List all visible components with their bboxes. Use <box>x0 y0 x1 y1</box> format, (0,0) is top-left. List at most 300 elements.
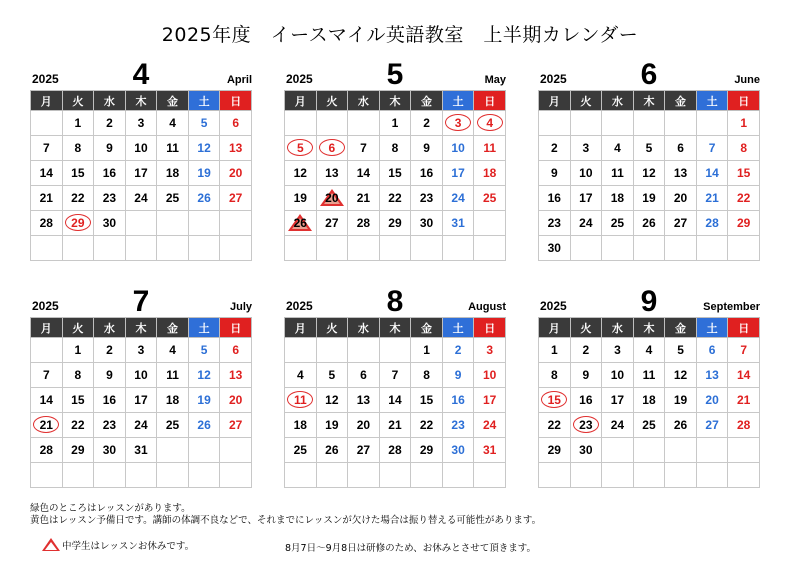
weekday-header: 日 <box>474 318 506 338</box>
day-cell <box>570 388 602 413</box>
day-cell <box>62 438 94 463</box>
day-cell <box>539 136 571 161</box>
day-cell <box>570 111 602 136</box>
day-cell <box>125 463 157 488</box>
day-cell <box>633 463 665 488</box>
day-cell <box>474 388 506 413</box>
day-cell <box>728 388 760 413</box>
day-cell <box>285 438 317 463</box>
day-cell <box>411 186 443 211</box>
day-number: 2 <box>423 116 430 130</box>
day-cell <box>728 438 760 463</box>
month-calendar <box>284 58 506 261</box>
day-cell <box>348 136 380 161</box>
day-number: 3 <box>454 116 462 130</box>
day-number: 27 <box>325 216 339 230</box>
weekday-header: 水 <box>348 318 380 338</box>
weekday-header-row <box>285 318 506 338</box>
day-number: 4 <box>486 116 494 130</box>
day-cell <box>539 438 571 463</box>
day-number: 2 <box>454 343 462 357</box>
day-cell <box>188 186 220 211</box>
day-cell <box>442 463 474 488</box>
day-cell <box>157 363 189 388</box>
day-cell <box>442 413 474 438</box>
day-number: 4 <box>645 343 653 357</box>
day-number: 11 <box>611 166 624 180</box>
day-cell <box>220 236 252 261</box>
weekday-header: 日 <box>220 318 252 338</box>
week-row <box>539 338 760 363</box>
month-calendar <box>30 58 252 261</box>
day-number: 14 <box>705 166 719 180</box>
day-cell <box>728 363 760 388</box>
day-number: 4 <box>614 141 621 155</box>
weekday-header: 火 <box>570 318 602 338</box>
day-cell <box>665 161 697 186</box>
day-cell <box>62 338 94 363</box>
day-cell <box>188 363 220 388</box>
day-cell <box>316 438 348 463</box>
week-row <box>539 161 760 186</box>
day-cell <box>570 136 602 161</box>
day-cell <box>125 388 157 413</box>
day-cell <box>602 211 634 236</box>
day-number: 20 <box>705 393 719 407</box>
day-number: 3 <box>137 343 145 357</box>
day-cell <box>728 338 760 363</box>
day-number: 6 <box>328 141 336 155</box>
day-cell <box>474 186 506 211</box>
calendar-grid <box>538 317 760 488</box>
day-cell <box>696 438 728 463</box>
day-cell <box>285 413 317 438</box>
day-cell <box>602 363 634 388</box>
day-cell <box>633 186 665 211</box>
day-number: 12 <box>673 368 688 382</box>
weekday-header: 木 <box>125 91 157 111</box>
day-number: 10 <box>451 141 465 155</box>
day-cell <box>442 438 474 463</box>
weekday-header: 日 <box>728 91 760 111</box>
day-cell <box>379 463 411 488</box>
day-cell <box>125 111 157 136</box>
day-number: 17 <box>579 191 593 205</box>
day-cell <box>157 413 189 438</box>
day-cell <box>94 186 126 211</box>
day-number: 25 <box>483 191 497 205</box>
day-cell <box>411 438 443 463</box>
day-cell <box>348 338 380 363</box>
week-row <box>285 338 506 363</box>
month-year: 2025 <box>32 299 59 313</box>
day-cell <box>188 161 220 186</box>
day-number: 9 <box>454 368 462 382</box>
legend-junior-high <box>42 538 194 552</box>
day-number: 16 <box>419 166 434 180</box>
day-cell <box>665 388 697 413</box>
day-number: 29 <box>71 216 85 230</box>
day-cell <box>125 136 157 161</box>
month-name: August <box>468 301 506 313</box>
weekday-header-row <box>539 318 760 338</box>
week-row <box>285 186 506 211</box>
day-number: 23 <box>102 191 117 205</box>
day-cell <box>379 338 411 363</box>
weekday-header: 月 <box>31 91 63 111</box>
weekday-header: 土 <box>696 91 728 111</box>
day-number: 8 <box>391 141 399 155</box>
weekday-header: 火 <box>570 91 602 111</box>
day-number: 3 <box>614 343 621 357</box>
day-cell <box>348 388 380 413</box>
calendar-grid <box>30 90 252 261</box>
day-cell <box>411 211 443 236</box>
day-cell <box>633 338 665 363</box>
day-cell <box>31 388 63 413</box>
day-number: 1 <box>550 343 558 357</box>
day-number: 5 <box>645 141 653 155</box>
day-cell <box>379 236 411 261</box>
day-cell <box>728 136 760 161</box>
day-cell <box>220 186 252 211</box>
weekday-header: 水 <box>94 91 126 111</box>
day-number: 21 <box>388 418 402 432</box>
weekday-header-row <box>31 91 252 111</box>
weekday-header: 日 <box>728 318 760 338</box>
day-cell <box>157 388 189 413</box>
month-header <box>30 58 252 90</box>
day-cell <box>665 338 697 363</box>
day-cell <box>220 161 252 186</box>
day-number: 20 <box>356 418 371 432</box>
day-number: 4 <box>169 116 176 130</box>
day-number: 22 <box>388 191 402 205</box>
day-number: 19 <box>642 191 656 205</box>
week-row <box>539 186 760 211</box>
day-cell <box>379 413 411 438</box>
day-cell <box>665 236 697 261</box>
weekday-header: 土 <box>696 318 728 338</box>
day-cell <box>188 211 220 236</box>
weekday-header-row <box>31 318 252 338</box>
day-number: 12 <box>293 166 307 180</box>
day-cell <box>285 363 317 388</box>
day-number: 10 <box>134 141 148 155</box>
day-cell <box>696 388 728 413</box>
week-row <box>31 161 252 186</box>
weekday-header: 水 <box>602 318 634 338</box>
day-number: 10 <box>134 368 148 382</box>
week-row <box>31 111 252 136</box>
day-number: 30 <box>102 443 117 457</box>
day-cell <box>316 111 348 136</box>
day-cell <box>633 236 665 261</box>
day-cell <box>539 111 571 136</box>
day-number: 5 <box>677 343 684 357</box>
day-number: 13 <box>673 166 688 180</box>
week-row <box>285 463 506 488</box>
day-number: 18 <box>165 166 180 180</box>
day-number: 24 <box>483 418 497 432</box>
day-number: 28 <box>388 443 402 457</box>
month-calendar <box>538 58 760 261</box>
day-number: 23 <box>102 418 117 432</box>
day-cell <box>285 338 317 363</box>
day-cell <box>316 186 348 211</box>
day-number: 6 <box>232 343 240 357</box>
day-number: 30 <box>419 216 434 230</box>
day-cell <box>125 338 157 363</box>
day-cell <box>696 363 728 388</box>
day-number: 23 <box>547 216 561 230</box>
day-cell <box>94 413 126 438</box>
day-cell <box>539 211 571 236</box>
page-title: 2025年度 イースマイル英語教室 上半期カレンダー <box>161 24 639 46</box>
week-row <box>285 136 506 161</box>
day-cell <box>474 413 506 438</box>
week-row <box>285 211 506 236</box>
weekday-header: 木 <box>125 318 157 338</box>
day-cell <box>411 388 443 413</box>
month-header <box>538 285 760 317</box>
week-row <box>539 111 760 136</box>
day-cell <box>696 111 728 136</box>
week-row <box>31 438 252 463</box>
day-cell <box>379 211 411 236</box>
day-number: 14 <box>39 166 53 180</box>
day-cell <box>411 161 443 186</box>
day-cell <box>125 236 157 261</box>
week-row <box>285 111 506 136</box>
day-number: 3 <box>582 141 590 155</box>
month-number: 4 <box>132 58 150 91</box>
day-number: 17 <box>483 393 497 407</box>
day-cell <box>379 438 411 463</box>
day-cell <box>696 463 728 488</box>
day-number: 18 <box>165 393 180 407</box>
day-cell <box>157 211 189 236</box>
day-cell <box>157 463 189 488</box>
day-cell <box>316 363 348 388</box>
day-cell <box>474 161 506 186</box>
day-cell <box>220 413 252 438</box>
day-number: 28 <box>705 216 719 230</box>
day-number: 29 <box>547 443 561 457</box>
day-cell <box>348 438 380 463</box>
weekday-header: 水 <box>348 91 380 111</box>
day-cell <box>696 413 728 438</box>
day-number: 26 <box>197 418 211 432</box>
day-number: 19 <box>293 191 307 205</box>
day-cell <box>665 438 697 463</box>
day-cell <box>188 413 220 438</box>
day-number: 3 <box>137 116 145 130</box>
day-number: 28 <box>356 216 371 230</box>
day-cell <box>348 413 380 438</box>
day-cell <box>665 413 697 438</box>
month-number: 6 <box>640 58 658 91</box>
day-cell <box>442 211 474 236</box>
week-row <box>285 438 506 463</box>
day-number: 25 <box>293 443 307 457</box>
week-row <box>285 161 506 186</box>
weekday-header: 木 <box>633 318 665 338</box>
day-cell <box>411 111 443 136</box>
day-cell <box>602 161 634 186</box>
day-cell <box>157 136 189 161</box>
day-number: 26 <box>673 418 688 432</box>
day-number: 15 <box>419 393 434 407</box>
day-number: 17 <box>134 393 148 407</box>
day-cell <box>411 338 443 363</box>
day-number: 8 <box>423 368 430 382</box>
day-number: 8 <box>74 368 82 382</box>
day-number: 5 <box>296 141 304 155</box>
week-row <box>31 338 252 363</box>
day-number: 25 <box>165 191 180 205</box>
day-cell <box>125 438 157 463</box>
day-number: 21 <box>737 393 751 407</box>
day-cell <box>62 186 94 211</box>
day-cell <box>474 136 506 161</box>
day-cell <box>188 236 220 261</box>
day-cell <box>474 438 506 463</box>
day-cell <box>125 413 157 438</box>
week-row <box>31 363 252 388</box>
calendar-grid <box>284 317 506 488</box>
day-cell <box>348 463 380 488</box>
day-number: 18 <box>642 393 656 407</box>
week-row <box>285 388 506 413</box>
day-number: 13 <box>325 166 339 180</box>
month-year: 2025 <box>540 299 567 313</box>
day-cell <box>94 161 126 186</box>
day-cell <box>665 186 697 211</box>
day-number: 7 <box>708 141 716 155</box>
day-cell <box>31 211 63 236</box>
day-cell <box>285 388 317 413</box>
day-cell <box>539 161 571 186</box>
day-number: 8 <box>550 368 558 382</box>
month-name: May <box>484 74 506 86</box>
day-cell <box>285 463 317 488</box>
day-cell <box>570 161 602 186</box>
day-cell <box>602 338 634 363</box>
month-name: June <box>734 74 760 86</box>
day-number: 30 <box>102 216 117 230</box>
weekday-header-row <box>539 91 760 111</box>
day-number: 14 <box>356 166 371 180</box>
day-cell <box>411 463 443 488</box>
day-number: 10 <box>579 166 593 180</box>
day-number: 2 <box>550 141 558 155</box>
day-number: 7 <box>360 141 367 155</box>
day-number: 16 <box>547 191 561 205</box>
day-number: 15 <box>547 393 561 407</box>
day-cell <box>633 388 665 413</box>
day-cell <box>665 463 697 488</box>
day-number: 8 <box>740 141 748 155</box>
day-number: 31 <box>483 443 497 457</box>
day-cell <box>188 338 220 363</box>
day-cell <box>379 388 411 413</box>
day-cell <box>539 338 571 363</box>
day-number: 4 <box>296 368 304 382</box>
day-number: 9 <box>106 141 113 155</box>
day-number: 21 <box>39 418 53 432</box>
day-cell <box>316 236 348 261</box>
day-number: 28 <box>39 443 53 457</box>
day-number: 26 <box>293 216 307 230</box>
weekday-header: 土 <box>188 318 220 338</box>
day-cell <box>348 161 380 186</box>
week-row <box>31 211 252 236</box>
day-cell <box>474 363 506 388</box>
day-number: 9 <box>550 166 558 180</box>
day-cell <box>285 136 317 161</box>
day-cell <box>94 211 126 236</box>
day-number: 13 <box>356 393 371 407</box>
day-cell <box>474 111 506 136</box>
day-number: 18 <box>293 418 307 432</box>
day-number: 17 <box>610 393 625 407</box>
day-number: 1 <box>391 116 399 130</box>
day-cell <box>125 161 157 186</box>
day-number: 20 <box>325 191 339 205</box>
week-row <box>539 388 760 413</box>
day-number: 23 <box>451 418 465 432</box>
month-calendar <box>538 285 760 488</box>
day-cell <box>220 388 252 413</box>
day-cell <box>665 211 697 236</box>
month-name: July <box>229 301 252 313</box>
day-cell <box>316 463 348 488</box>
day-cell <box>633 413 665 438</box>
month-name: April <box>226 74 252 86</box>
day-number: 20 <box>229 166 243 180</box>
day-number: 15 <box>388 166 402 180</box>
day-number: 27 <box>229 418 243 432</box>
day-cell <box>633 438 665 463</box>
day-cell <box>62 136 94 161</box>
day-number: 7 <box>42 141 50 155</box>
day-number: 6 <box>677 141 684 155</box>
day-cell <box>442 186 474 211</box>
day-number: 24 <box>610 418 625 432</box>
day-cell <box>411 136 443 161</box>
day-number: 2 <box>582 343 590 357</box>
day-cell <box>94 388 126 413</box>
day-number: 8 <box>74 141 82 155</box>
day-cell <box>285 236 317 261</box>
day-cell <box>633 211 665 236</box>
day-cell <box>539 463 571 488</box>
month-header <box>30 285 252 317</box>
day-number: 28 <box>737 418 751 432</box>
notes <box>30 503 541 527</box>
day-number: 26 <box>325 443 339 457</box>
day-number: 6 <box>708 343 716 357</box>
day-number: 1 <box>423 343 430 357</box>
day-number: 29 <box>71 443 85 457</box>
day-cell <box>411 236 443 261</box>
day-cell <box>220 211 252 236</box>
day-number: 27 <box>673 216 688 230</box>
day-cell <box>348 236 380 261</box>
day-cell <box>442 236 474 261</box>
day-number: 29 <box>737 216 751 230</box>
